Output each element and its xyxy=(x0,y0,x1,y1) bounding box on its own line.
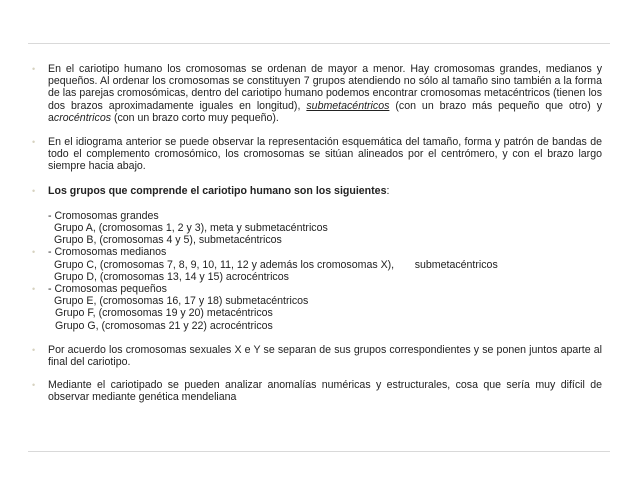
groups-intro-colon: : xyxy=(386,184,390,197)
paragraph-karyotyping-analysis xyxy=(32,379,602,403)
paragraph-karyotype-order xyxy=(32,63,602,124)
paragraph-text: (con un brazo corto muy pequeño). xyxy=(111,111,279,124)
bullet-icon: • xyxy=(32,137,36,148)
paragraph-groups-intro xyxy=(32,185,602,197)
bullet-icon: • xyxy=(32,247,36,258)
paragraph-text: Por acuerdo los cromosomas sexuales X e Y se separan de sus grupos correspondientes y se ponen juntos aparte al final del cariotipo. xyxy=(48,343,602,369)
paragraph-sex-chromosomes xyxy=(32,344,602,368)
group-e: Grupo E, (cromosomas 16, 17 y 18) submetacéntricos xyxy=(54,295,309,308)
bullet-icon: • xyxy=(32,185,36,196)
large-chromosomes-heading: - Cromosomas grandes xyxy=(48,209,159,222)
group-c: Grupo C, (cromosomas 7, 8, 9, 10, 11, 12 y además los cromosomas X), submetacéntricos xyxy=(54,258,498,271)
paragraph-text: (con un brazo más pequeño que otro) y a xyxy=(48,99,602,124)
group-g: Grupo G, (cromosomas 21 y 22) acrocéntricos xyxy=(55,319,273,332)
bullet-icon: • xyxy=(32,380,36,391)
group-a: Grupo A, (cromosomas 1, 2 y 3), meta y submetacéntricos xyxy=(54,222,328,235)
top-divider xyxy=(28,43,610,44)
groups-intro-bold: Los grupos que comprende el cariotipo humano son los siguientes xyxy=(48,184,387,197)
slide-content xyxy=(32,63,602,404)
bullet-icon: • xyxy=(32,64,36,74)
term-acrocentric: crocéntricos xyxy=(53,111,112,124)
paragraph-idiogram xyxy=(32,136,602,173)
paragraph-text: En el cariotipo humano los cromosomas se ordenan de mayor a menor. Hay cromosomas grandes, medianos y pequeños. Al ordenar los cromosomas se constituyen 7 grupos atendiendo no sólo al tamaño sino también a la forma de las parejas cromosómicas, dentro del cariotipo humano podemos encontrar cromosomas metacéntricos (tienen los dos brazos aproximadamente iguales en longitud), xyxy=(48,63,602,112)
term-submetacentric: submetacéntricos xyxy=(306,99,390,112)
chromosome-groups-list xyxy=(32,210,602,332)
paragraph-text: Mediante el cariotipado se pueden analizar anomalías numéricas y estructurales, cosa que sería muy difícil de observar mediante genética mendeliana xyxy=(48,379,602,404)
bottom-divider xyxy=(28,451,610,452)
group-b: Grupo B, (cromosomas 4 y 5), submetacéntricos xyxy=(54,234,282,247)
small-chromosomes-heading: - Cromosomas pequeños xyxy=(48,283,167,296)
group-f: Grupo F, (cromosomas 19 y 20) metacéntricos xyxy=(55,307,273,320)
medium-chromosomes-heading: - Cromosomas medianos xyxy=(48,246,167,259)
paragraph-text: En el idiograma anterior se puede observar la representación esquemática del tamaño, forma y patrón de bandas de todo el complemento cromosómico, los cromosomas se sitúan alineados por el centrómero, y con el brazo largo siempre hacia abajo. xyxy=(48,136,602,173)
bullet-icon: • xyxy=(32,344,36,355)
group-d: Grupo D, (cromosomas 13, 14 y 15) acrocéntricos xyxy=(54,270,289,283)
bullet-icon: • xyxy=(32,284,36,295)
